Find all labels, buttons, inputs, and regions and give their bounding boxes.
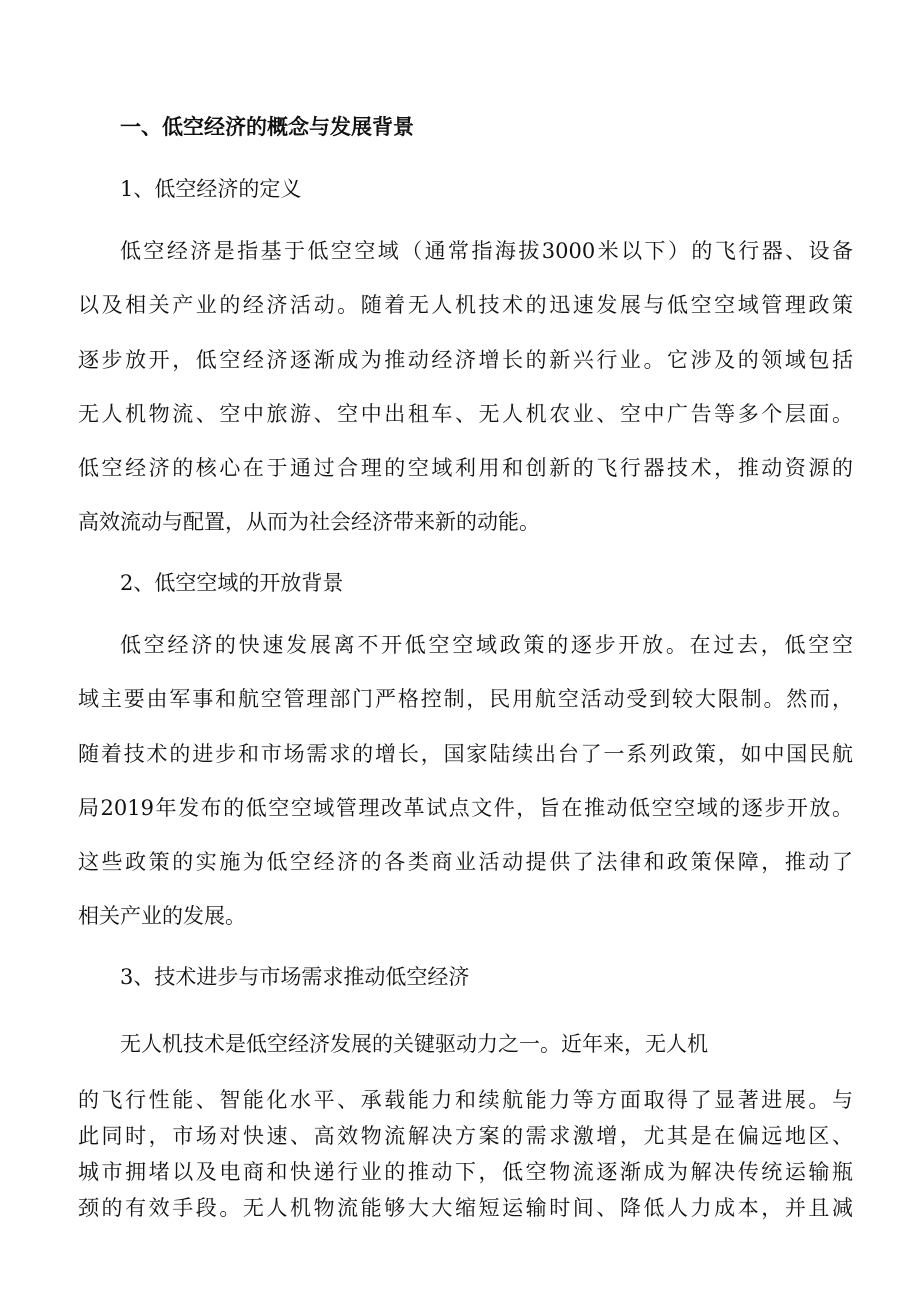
section-title: 一、低空经济的概念与发展背景 <box>120 114 414 139</box>
paragraph-2-line-4: 局2019年发布的低空空域管理改革试点文件，旨在推动低空空域的逐步开放。 <box>78 796 853 820</box>
paragraph-2-line-6: 相关产业的发展。 <box>78 904 246 928</box>
paragraph-3-line-5: 颈的有效手段。无人机物流能够大大缩短运输时间、降低人力成本，并且减 <box>78 1196 853 1220</box>
paragraph-1-line-2: 以及相关产业的经济活动。随着无人机技术的迅速发展与低空空域管理政策 <box>78 293 853 317</box>
paragraph-3-line-4: 城市拥堵以及电商和快递行业的推动下，低空物流逐渐成为解决传统运输瓶 <box>78 1160 853 1184</box>
paragraph-2-line-1: 低空经济的快速发展离不开低空空域政策的逐步开放。在过去，低空空 <box>120 633 853 657</box>
paragraph-1-line-1: 低空经济是指基于低空空域（通常指海拔3000米以下）的飞行器、设备 <box>120 239 853 263</box>
paragraph-1-line-4: 无人机物流、空中旅游、空中出租车、无人机农业、空中广告等多个层面。 <box>78 402 853 426</box>
paragraph-2-line-3: 随着技术的进步和市场需求的增长，国家陆续出台了一系列政策，如中国民航 <box>78 742 853 766</box>
paragraph-3-line-2: 的飞行性能、智能化水平、承载能力和续航能力等方面取得了显著进展。与 <box>78 1088 853 1112</box>
subsection-title-3: 3、技术进步与市场需求推动低空经济 <box>120 965 470 989</box>
paragraph-2-line-5: 这些政策的实施为低空经济的各类商业活动提供了法律和政策保障，推动了 <box>78 850 853 874</box>
subsection-title-2: 2、低空空域的开放背景 <box>120 571 344 595</box>
paragraph-3-line-1: 无人机技术是低空经济发展的关键驱动力之一。近年来，无人机 <box>120 1032 708 1056</box>
subsection-title-1: 1、低空经济的定义 <box>120 177 302 201</box>
paragraph-1-line-3: 逐步放开，低空经济逐渐成为推动经济增长的新兴行业。它涉及的领域包括 <box>78 348 853 372</box>
paragraph-1-line-5: 低空经济的核心在于通过合理的空域利用和创新的飞行器技术，推动资源的 <box>78 456 853 480</box>
paragraph-2-line-2: 域主要由军事和航空管理部门严格控制，民用航空活动受到较大限制。然而， <box>78 687 853 711</box>
paragraph-1-line-6: 高效流动与配置，从而为社会经济带来新的动能。 <box>78 510 540 534</box>
paragraph-3-line-3: 此同时，市场对快速、高效物流解决方案的需求激增，尤其是在偏远地区、 <box>78 1124 853 1148</box>
